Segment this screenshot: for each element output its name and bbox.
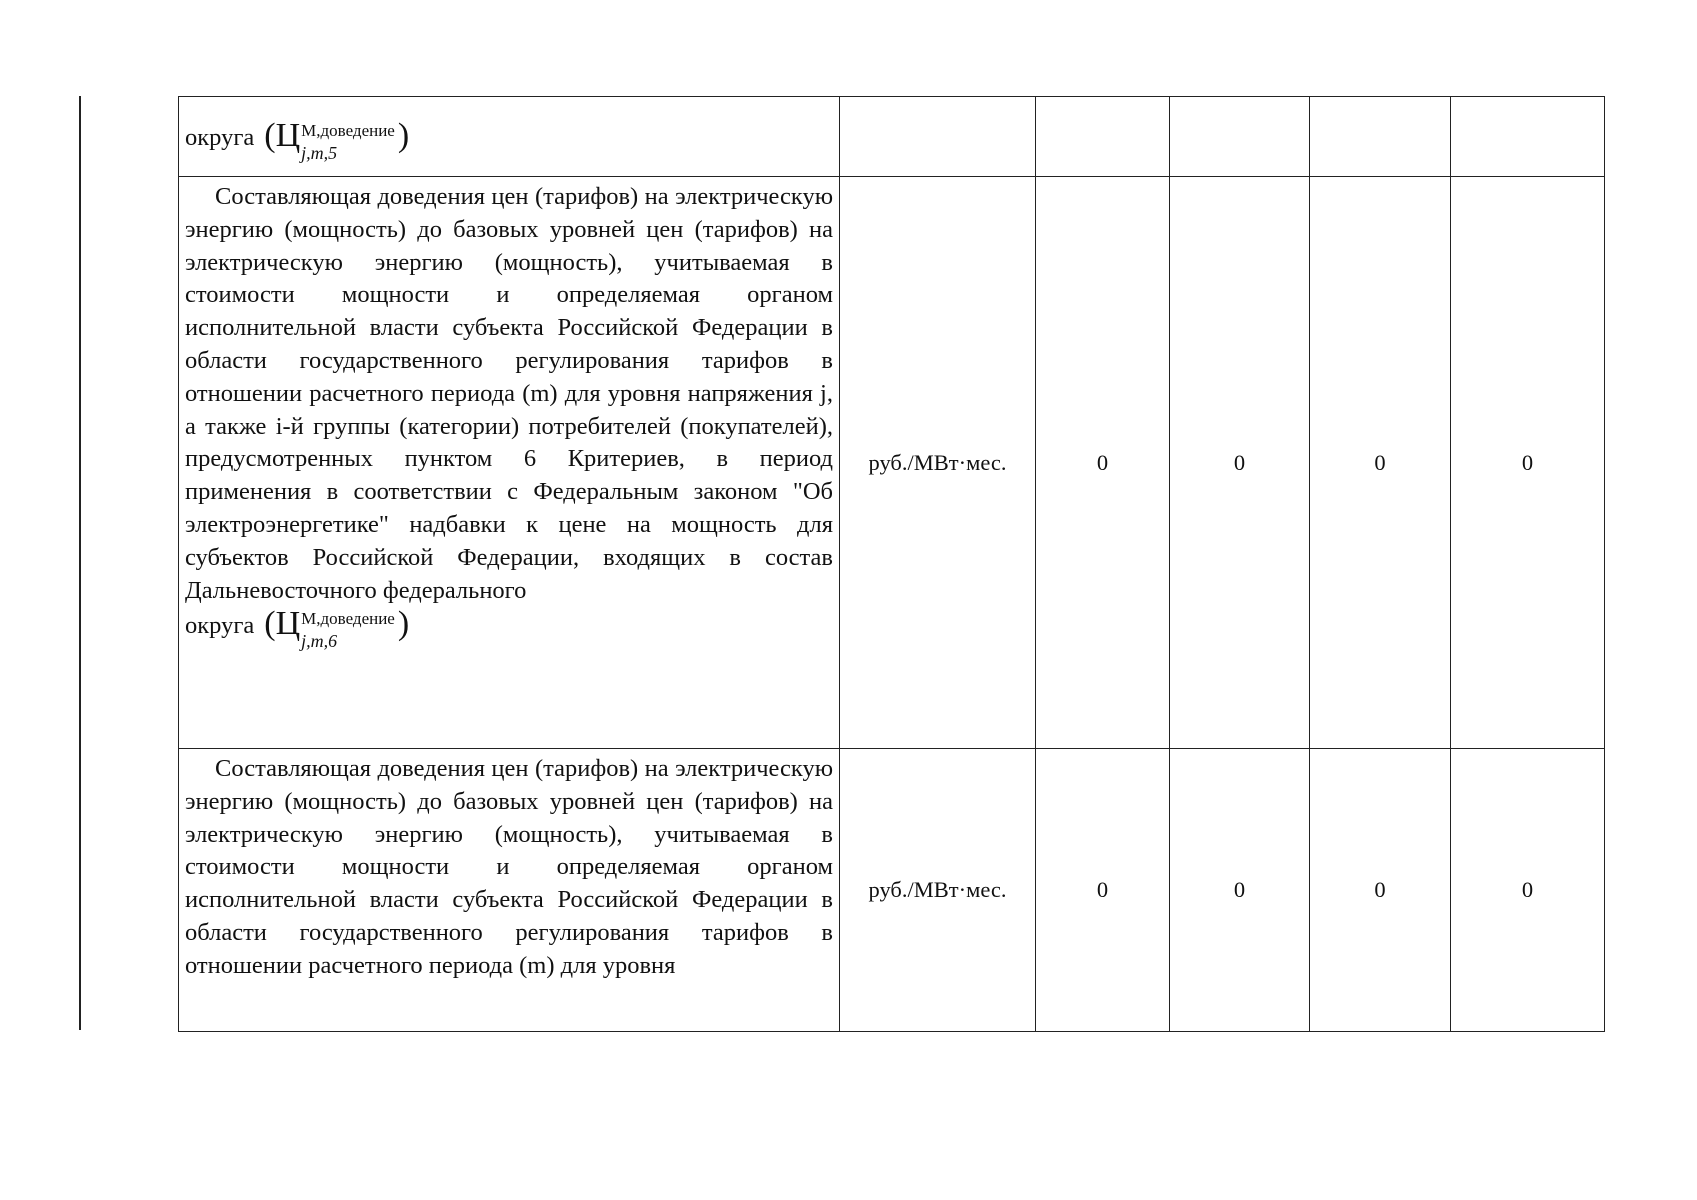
formula-superscript: М,доведение — [301, 121, 395, 140]
description-text: Составляющая доведения цен (тарифов) на электрическую энергию (мощность) до базовых уровней цен (тарифов) на электрическую энергию (мощность), учитываемая в стоимости мощности и определяемая органом исполнительной власти субъекта Российской Федерации в области государственного регулирования тарифов в отношении расчетного периода (m) для уровня напряжения j, а также i-й группы (категории) потребителей (покупателей), предусмотренных пунктом 6 Критериев, в период применения в соответствии с Федеральным законом "Об электроэнергетике" надбавки к цене на мощность для субъектов Российской Федерации, входящих в состав Дальневосточного федерального — [185, 183, 833, 604]
value-cell — [1036, 97, 1170, 177]
unit-cell: руб./МВт·мес. — [840, 749, 1036, 1032]
table-row — [179, 97, 1605, 177]
formula: округа (Ц М,доведение j,m,5 ) — [185, 117, 410, 163]
value-cell — [1170, 97, 1310, 177]
value-cell: 0 — [1451, 749, 1605, 1032]
value-cell: 0 — [1310, 749, 1451, 1032]
formula-prefix: округа — [185, 124, 255, 151]
value-cell: 0 — [1036, 749, 1170, 1032]
formula-superscript: М,доведение — [301, 609, 395, 629]
description-text: Составляющая доведения цен (тарифов) на электрическую энергию (мощность) до базовых уровней цен (тарифов) на электрическую энергию (мощность), учитываемая в стоимости мощности и определяемая органом исполнительной власти субъекта Российской Федерации в области государственного регулирования тарифов в отношении расчетного периода (m) для уровня — [185, 755, 833, 979]
description-cell — [179, 749, 840, 1032]
tariff-table — [178, 96, 1605, 1032]
value-cell — [1451, 97, 1605, 177]
table-row — [179, 749, 1605, 1032]
formula-prefix: округа — [185, 612, 255, 640]
value-cell: 0 — [1170, 749, 1310, 1032]
value-cell: 0 — [1451, 177, 1605, 749]
value-cell: 0 — [1310, 177, 1451, 749]
formula: округа (Ц М,доведение j,m,6 ) — [185, 605, 410, 652]
formula-subscript: j,m,5 — [301, 143, 338, 163]
formula-letter: Ц — [275, 605, 301, 643]
description-cell — [179, 177, 840, 749]
formula-subscript: j,m,6 — [301, 631, 338, 652]
value-cell — [1310, 97, 1451, 177]
unit-cell: руб./МВт·мес. — [840, 177, 1036, 749]
description-cell — [179, 97, 840, 177]
value-cell: 0 — [1036, 177, 1170, 749]
table-row — [179, 177, 1605, 749]
page-margin-line — [79, 96, 81, 1030]
value-cell: 0 — [1170, 177, 1310, 749]
formula-letter: Ц — [275, 117, 301, 154]
unit-cell — [840, 97, 1036, 177]
